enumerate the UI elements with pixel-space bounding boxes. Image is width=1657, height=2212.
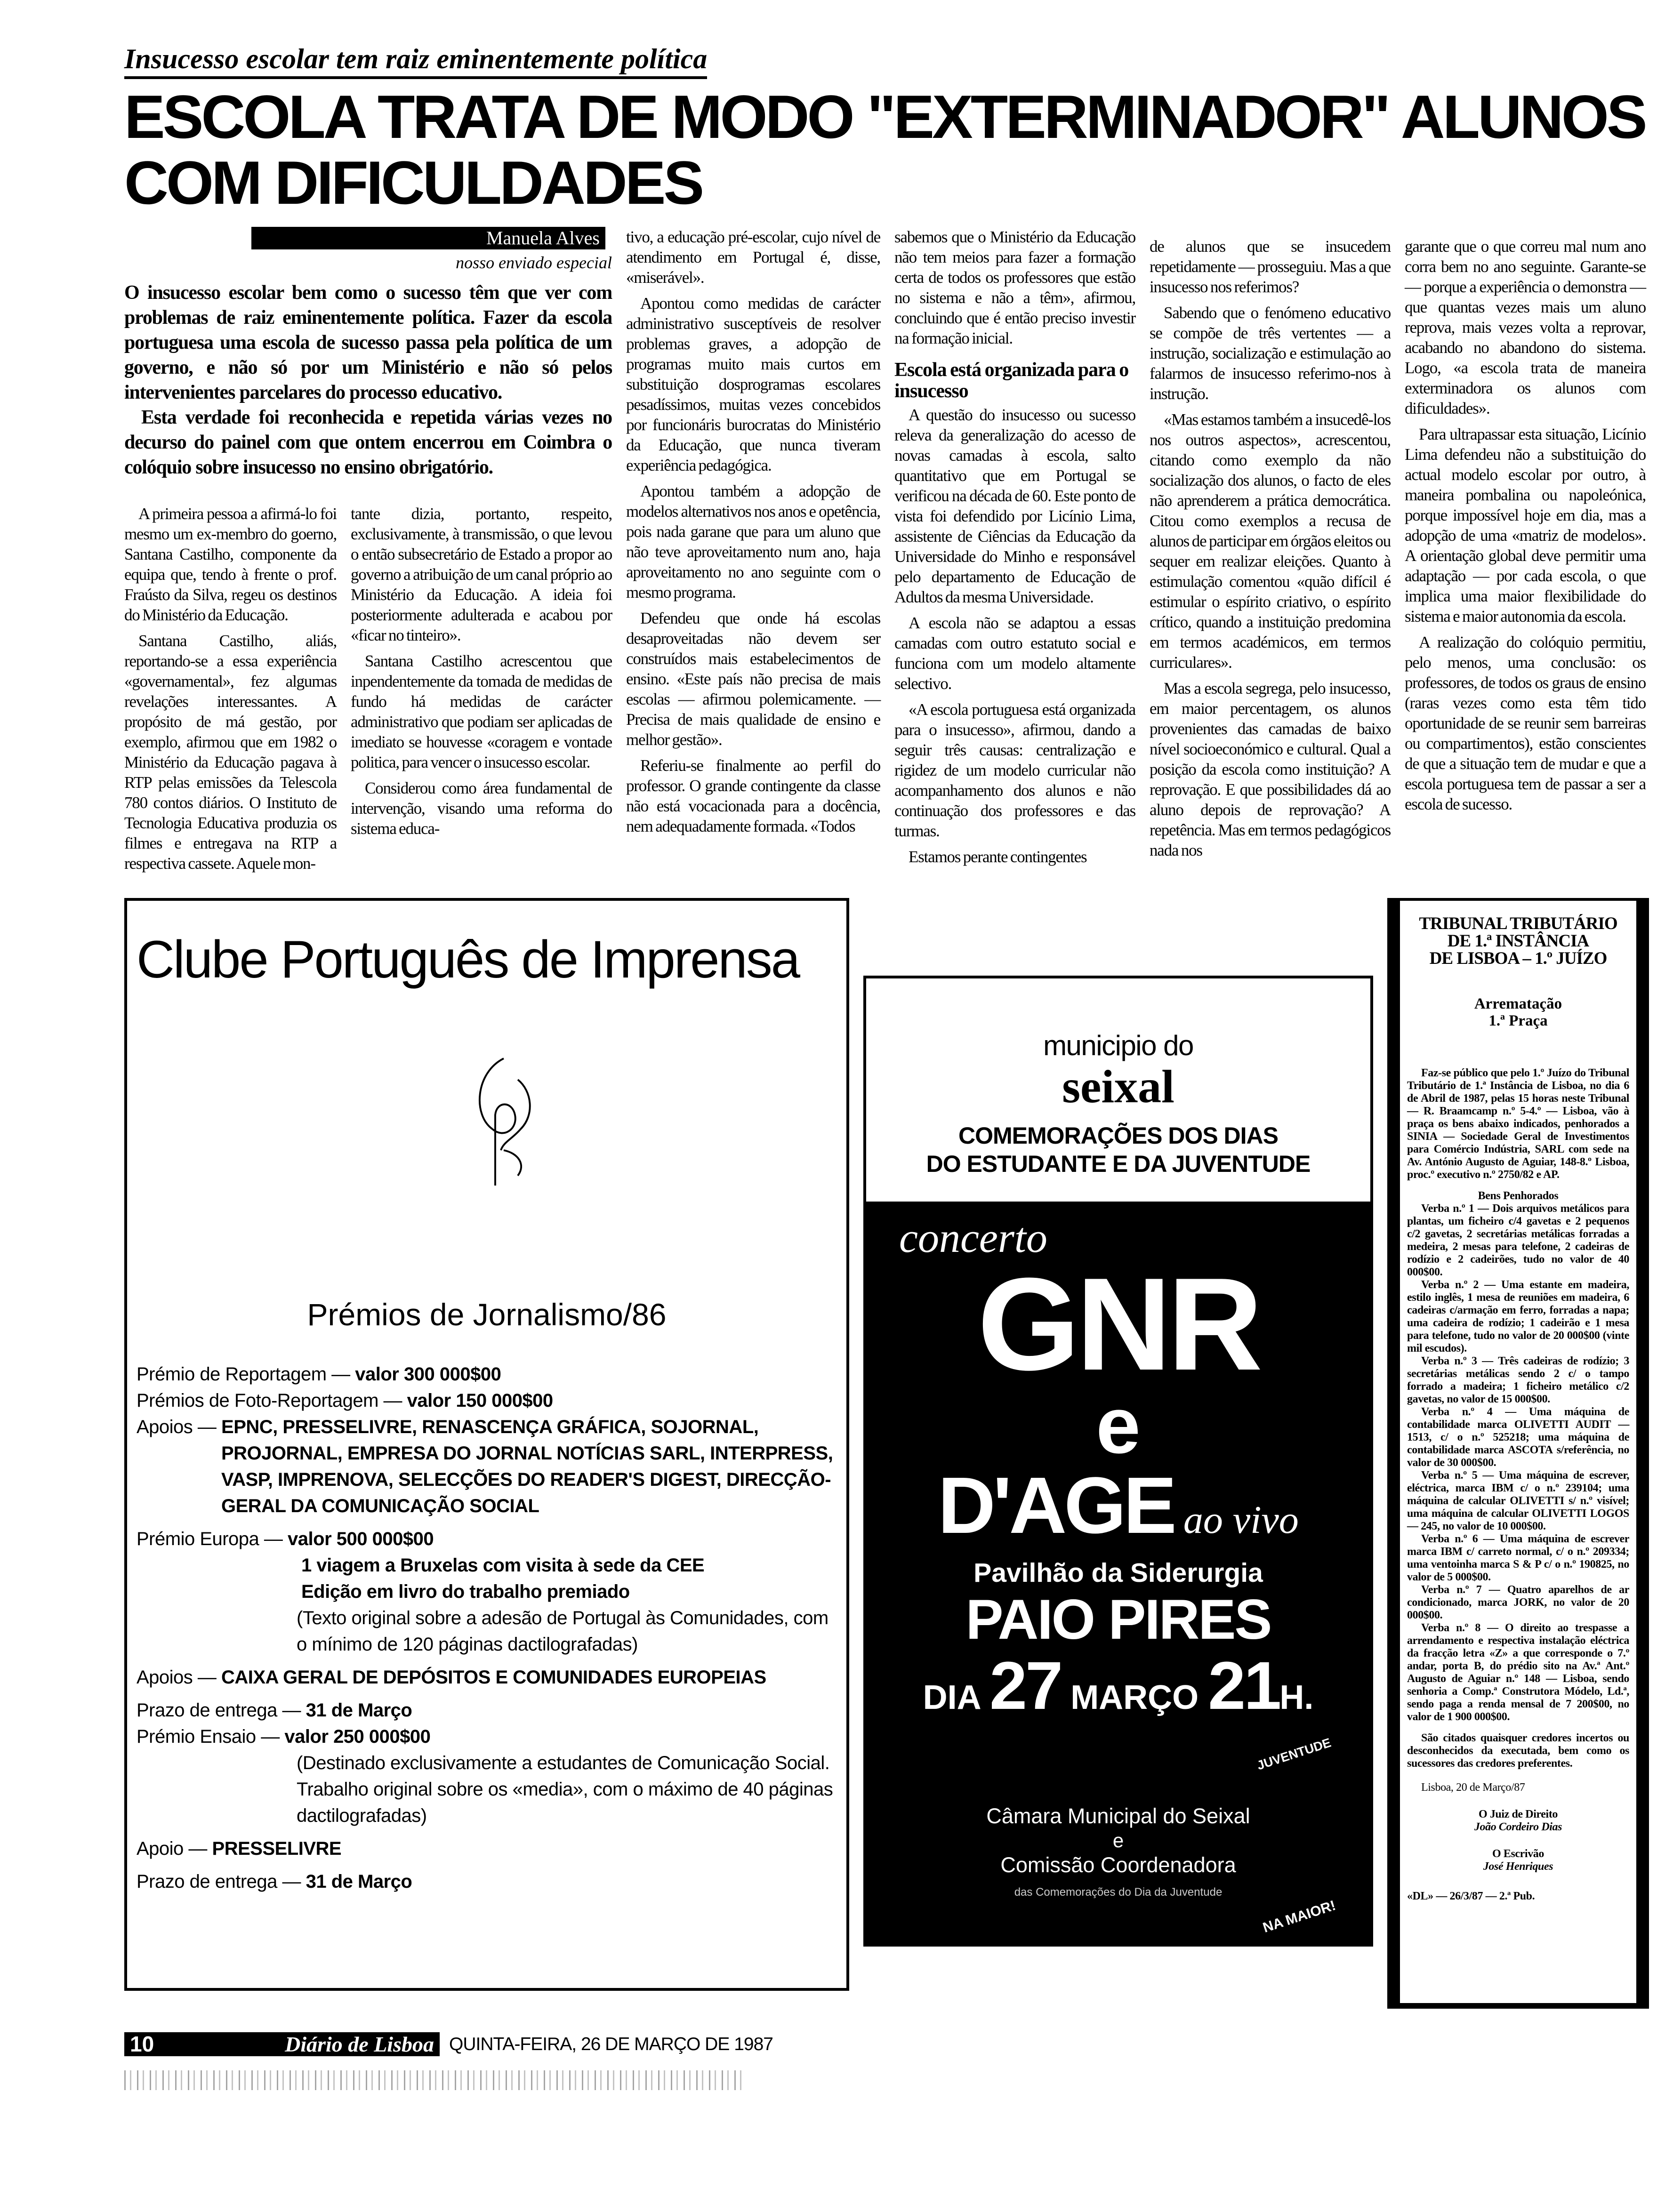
venue: Pavilhão da Siderurgia [973, 1558, 1263, 1588]
paragraph: sabemos que o Ministério da Educação não tem meios para fazer a formação certa de todos os professores que estão no sistema e não a têm», afirmou, concluindo que é então preciso investir na formação inicial. [894, 228, 1135, 347]
tribunal-heading: TRIBUNAL TRIBUTÁRIO DE 1.ª INSTÂNCIA DE LISBOA – 1.º JUÍZO [1419, 914, 1617, 968]
article-headline: ESCOLA TRATA DE MODO "EXTERMINADOR" ALUNOS COM DIFICULDADES [124, 82, 1645, 217]
issue-date: QUINTA-FEIRA, 26 DE MARÇO DE 1987 [449, 2034, 773, 2054]
byline-author: Manuela Alves [251, 227, 605, 249]
paragraph: Apontou como medidas de carácter administrativo susceptíveis de resolver problemas graves, a adopção de programas muito mais curtos em substituição dosprogramas escolares pesadíssimos, muitas vezes concebidos por funcionáris burocratas do Ministério da Educação, que nunca tiveram experiência pedagógica. [626, 294, 880, 474]
juventude-tag: JUVENTUDE [1255, 1735, 1333, 1773]
live-label: ao vivo [1183, 1498, 1299, 1542]
verba-item: Verba n.º 8 — O direito ao trespasse a arrendamento e respectiva instalação eléctrica da fracção letra «Z» a que corresponde o 7.º andar, porta B, do prédio sito na Av.ª Ant.º Augusto de Aguiar n.º 148 — Lisboa, sendo senhoria a Comp.ª Construtora Módelo, Ld.ª, sendo paga a renda mensal de 7 200$00, no valor de 1 900 000$00. [1407, 1622, 1630, 1723]
verba-item: Verba n.º 1 — Dois arquivos metálicos para plantas, um ficheiro c/4 gavetas e 2 pequenos c/2 gavetas, 2 secretárias metálicas forradas a medeira, 2 mesas para telefone, 2 cadeiras de rodízio e 2 cadeirões, tudo no valor de 40 000$00. [1407, 1202, 1630, 1278]
seixal-header [866, 978, 1370, 1202]
gnr-concert-ad [863, 976, 1373, 1947]
celebration-title: COMEMORAÇÕES DOS DIAS DO ESTUDANTE E DA JUVENTUDE [926, 1122, 1311, 1177]
paragraph: Defendeu que onde há escolas desaproveitadas não devem ser construídos mais estabelecimentos de ensino. «Este país não precisa de mais escolas — afirmou polemicamente. — Precisa de mais qualidade de ensino e melhor gestão». [626, 609, 880, 749]
paragraph: Santana Castilho, aliás, reportando-se a essa experiência «governamental», fez algumas revelações interessantes. A propósito de má gestão, por exemplo, afirmou que em 1982 o Ministério da Educação pagava à RTP pelas emissões da Telescola 780 contos diários. O Instituto de Tecnologia Educativa produzia os filmes e entregava na RTP a respectiva cassete. Aquele mon- [124, 632, 337, 873]
seixal-logo: seixal [1062, 1060, 1174, 1113]
tribunal-notice [1387, 898, 1649, 2009]
tribunal-body [1407, 1067, 1629, 1903]
organizer: Câmara Municipal do Seixal [986, 1804, 1250, 1828]
prize-item: Prémio Ensaio — valor 250 000$00 [137, 1726, 431, 1747]
footer-masthead [124, 2032, 440, 2056]
prize-item: Prémio de Reportagem — valor 300 000$00 [137, 1364, 501, 1385]
paragraph: A escola não se adaptou a essas camadas com outro estatuto social e funciona com um modelo altamente selectivo. [894, 614, 1135, 693]
sponsors-item: Apoio — PRESSELIVRE [137, 1838, 342, 1859]
ads-row [124, 898, 1652, 2009]
cpi-logo-icon [461, 1051, 546, 1193]
clube-ad-title: Clube Português de Imprensa [137, 930, 799, 989]
article-lead [124, 281, 612, 480]
municipio-label: municipio do [1043, 1030, 1193, 1061]
paragraph: Para ultrapassar esta situação, Licínio Lima defendeu não a substituição do actual modelo escolar por outro, à maneira pombalina ou napoleónica, porque impossível hoje em dia, mas a adopção de uma «matriz de modelos». A orientação global deve permitir uma adaptação — por cada escola, o que implica uma maior flexibilidade do sistema e maior autonomia da escola. [1405, 425, 1646, 625]
notice-intro: Faz-se público que pelo 1.º Juízo do Tribunal Tributário de 1.ª Instância de Lisboa, no dia 6 de Abril de 1987, pelas 15 horas neste Tribunal — R. Braamcamp n.º 5-4.º — Lisboa, vão à praça os bens abaixo indicados, penhorados a SINIA — Sociedade Geral de Investimentos para Comércio Indústria, SARL com sede na Av. António Augusto de Aguiar, 148-8.º Lisboa, proc.º executivo n.º 2750/82 e AP. [1407, 1067, 1629, 1181]
publication-ref: «DL» — 26/3/87 — 2.ª Pub. [1407, 1890, 1535, 1902]
lead-paragraph: O insucesso escolar bem como o sucesso têm que ver com problemas de raiz eminentemente política. Fazer da escola portuguesa uma escola de sucesso passa pela política de um governo, e não só por um Ministério e não só pelos intervenientes parcelares do processo educativo. [124, 282, 612, 403]
article-column-3 [626, 227, 880, 873]
prize-item: Prémio Europa — valor 500 000$00 [137, 1529, 434, 1549]
paragraph: Santana Castilho acrescentou que inpendentemente da tomada de medidas de fundo há medidas de carácter administrativo que podiam ser aplicadas de imediato se houvesse «coragem e vontade politica, para vencer o insucesso escolar. [351, 652, 612, 771]
left-columns [124, 504, 612, 879]
judge-signature: O Juiz de Direito João Cordeiro Dias [1474, 1808, 1562, 1833]
paragraph: de alunos que se insucedem repetidamente — prosseguiu. Mas a que insucesso nos referimos? [1150, 237, 1391, 296]
page-number: 10 [130, 2032, 154, 2056]
article-body [124, 227, 1652, 879]
prize-detail: Edição em livro do trabalho premiado [301, 1581, 630, 1602]
paragraph: A primeira pessoa a afirmá-lo foi mesmo um ex-membro do goerno, Santana Castilho, componente da equipa que, tendo à frente o prof. Fraústo da Silva, regeu os destinos do Ministério da Educação. [124, 505, 337, 624]
paragraph: garante que o que correu mal num ano corra bem no ano seguinte. Garante-se — porque a experiência o demonstra — que quantas vezes mais um aluno reprova, mais vezes volta a reprovar, acabando no abandono do sistema. Logo, «a escola trata de maneira exterminadora os alunos com dificuldades». [1405, 237, 1646, 417]
paragraph: Estamos perante contingentes [909, 848, 1087, 866]
prize-note: (Destinado exclusivamente a estudantes de Comunicação Social. Trabalho original sobre os «media», com o máximo de 40 páginas dactilografadas) [297, 1753, 833, 1826]
lead-paragraph: Esta verdade foi reconhecida e repetida várias vezes no decurso do painel com que ontem encerrou em Coimbra o colóquio sobre insucesso no ensino obrigatório. [124, 407, 612, 478]
prizes-list [137, 1361, 837, 1895]
paragraph: «Mas estamos também a insucedê-los nos outros aspectos», acrescentou, citando como exemplo da não socialização dos alunos, o facto de eles não aprenderem a prática democrática. Citou como exemplos a recusa de alunos de participar em órgãos eleitos ou sequer em realizar eleições. Quanto à estimulação comentou «quão difícil é estimular o espírito criativo, o espírito crítico, quando a instituição predomina em termos académicos, em termos curriculares». [1150, 410, 1391, 672]
concert-label: concerto [899, 1215, 1047, 1261]
paragraph: tante dizia, portanto, respeito, exclusivamente, à transmissão, o que levou o então subsecretário de Estado a propor ao governo a atribuição de um canal próprio ao Ministério da Educação. A ideia foi posteriormente adulterada e acabou por «ficar no tinteiro». [351, 505, 612, 644]
paragraph: «A escola portuguesa está organizada para o insucesso», afirmou, dando a seguir três causas: centralização e rigidez de um modelo curricular não acompanhamento dos alunos e não continuação dos professores e das turmas. [894, 700, 1135, 840]
article-column-5 [1150, 236, 1391, 873]
byline-role: nosso enviado especial [456, 253, 612, 272]
prizes-title: Prémios de Jornalismo/86 [307, 1297, 667, 1332]
tribunal-subheading: Arrematação 1.ª Praça [1474, 995, 1562, 1029]
concert-panel [866, 1202, 1370, 1944]
band-gnr: GNR [977, 1251, 1259, 1398]
deadline-item: Prazo de entrega — 31 de Março [137, 1700, 412, 1721]
article-column-4 [894, 227, 1135, 873]
paragraph: A realização do colóquio permitiu, pelo menos, uma conclusão: os professores, de todos os graus de ensino (raras vezes como esta têm tido oportunidade de se reunir sem barreiras ou compartimentos), estão conscientes de que a situação tem de mudar e que a escola portuguesa tem de passar a ser a escola de sucesso. [1405, 633, 1646, 813]
verba-item: Verba n.º 3 — Três cadeiras de rodízio; 3 secretárias metálicas sendo 2 c/ o tampo forrado a madeira; 1 ficheiro metálico c/2 gavetas, no valor de 15 000$00. [1407, 1355, 1630, 1405]
bens-heading: Bens Penhorados [1478, 1190, 1559, 1202]
clerk-signature: O Escrivão José Henriques [1483, 1848, 1553, 1873]
paragraph: Considerou como área fundamental de intervenção, visando uma reforma do sistema educa- [351, 779, 612, 838]
footer [124, 2032, 1652, 2056]
verba-item: Verba n.º 6 — Uma máquina de escrever marca IBM c/ carreto normal, c/ o n.º 209334; uma ventoinha marca S & P c/ o n.º 190825, no valor de 5 000$00. [1407, 1533, 1630, 1583]
concert-date: DIA 27 MARÇO 21H. [923, 1648, 1314, 1723]
clube-imprensa-ad [124, 898, 849, 1991]
organizer-2: Comissão Coordenadora [1000, 1853, 1236, 1877]
article-column-1 [124, 504, 337, 879]
paragraph: Referiu-se finalmente ao perfil do professor. O grande contingente da classe não está vocacionada para a docência, nem adequadamente formada. «Todos [626, 756, 880, 835]
band-dage-line [876, 1463, 1361, 1548]
sponsors-item: Apoios — CAIXA GERAL DE DEPÓSITOS E COMUNIDADES EUROPEIAS [137, 1667, 766, 1688]
venue-place: PAIO PIRES [965, 1588, 1271, 1651]
organizer-2-detail: das Comemorações do Dia da Juventude [1014, 1886, 1223, 1899]
verba-item: Verba n.º 5 — Uma máquina de escrever, eléctrica, marca IBM c/ o n.º 239104; uma máquina de calcular OLIVETTI s/ n.º visível; uma máquina de calcular OLIVETTI LOGOS — 245, no valor de 10 000$00. [1407, 1469, 1630, 1532]
prize-note: (Texto original sobre a adesão de Portugal às Comunidades, com o mínimo de 120 páginas dactilografadas) [297, 1608, 828, 1655]
notice-date: Lisboa, 20 de Março/87 [1421, 1781, 1525, 1794]
verba-item: Verba n.º 2 — Uma estante em madeira, estilo inglês, 1 mesa de reuniões em madeira, 6 cadeiras c/armação em ferro, forradas a napa; uma cadeira de rodízio; 1 cadeirão e 1 mesa para telefone, tudo no valor de 20 000$00 (vinte mil escudos). [1407, 1279, 1629, 1354]
print-bleed-through [124, 2070, 746, 2090]
sponsors-item: Apoios — EPNC, PRESSELIVRE, RENASCENÇA GRÁFICA, SOJORNAL, PROJORNAL, EMPRESA DO JORNAL NOTÍCIAS SARL, INTERPRESS, VASP, IMPRENOVA, SELECÇÕES DO READER'S DIGEST, DIRECÇÃO-GERAL DA COMUNICAÇÃO SOCIAL [137, 1417, 833, 1516]
prize-detail: 1 viagem a Bruxelas com visita à sede da CEE [301, 1555, 705, 1576]
verba-item: Verba n.º 7 — Quatro aparelhos de ar condicionado, marca JORK, no valor de 20 000$00. [1407, 1584, 1630, 1621]
article-column-6 [1405, 236, 1646, 873]
deadline-item: Prazo de entrega — 31 de Março [137, 1871, 412, 1892]
paragraph: tivo, a educação pré-escolar, cujo nível de atendimento em Portugal é, disse, «miserável». [626, 228, 880, 287]
article-subhead: Escola está organizada para o insucesso [894, 359, 1129, 402]
article-right-block [626, 227, 1646, 873]
organizer-connector: e [1112, 1829, 1124, 1851]
paragraph: Sabendo que o fenómeno educativo se compõe de três vertentes — a instrução, socialização e estimulação ao falarmos de insucesso referimo-nos à instrução. [1150, 304, 1391, 403]
prize-item: Prémios de Foto-Reportagem — valor 150 000$00 [137, 1390, 553, 1411]
paragraph: Apontou também a adopção de modelos alternativos nos anos e opetência, pois nada garane que para um aluno que não teve aproveitamento num ano, haja aproveitamento no ano seguinte com o mesmo programa. [626, 482, 880, 601]
na-maior-tag: NA MAIOR! [1261, 1898, 1338, 1936]
notice-closing: São citados quaisquer credores incertos ou desconhecidos da executada, bem como os sucessores das credores preferentes. [1407, 1732, 1629, 1770]
band-connector: e [1096, 1381, 1141, 1470]
paragraph: A questão do insucesso ou sucesso releva da generalização do acesso de novas camadas à escola, salto quantitativo que em Portugal se verificou na década de 60. Este ponto de vista foi defendido por Licínio Lima, assistente de Ciências da Educação da Universidade do Minho e responsável pelo departamento de Educação de Adultos da mesma Universidade. [894, 406, 1135, 606]
article-left-block [124, 227, 612, 879]
article-column-2 [351, 504, 612, 879]
verba-item: Verba n.º 4 — Uma máquina de contabilidade marca OLIVETTI AUDIT — 1513, c/ o n.º 525218; uma máquina de contabilidade marca ASCOTA s/referência, no valor de 30 000$00. [1407, 1406, 1629, 1469]
band-dage: D'AGE [938, 1461, 1174, 1550]
paper-name-logo: Diário de Lisboa [285, 2032, 434, 2056]
article-kicker: Insucesso escolar tem raiz eminentemente política [124, 42, 707, 79]
paragraph: Mas a escola segrega, pelo insucesso, em maior percentagem, os alunos provenientes das camadas de baixo nível socioeconómico e cultural. Qual a posição da escola como instituição? A reprovação. E que possibilidades dá ao aluno depois de reprovação? A repetência. Mas em termos pedagógicos nada nos [1150, 679, 1391, 859]
